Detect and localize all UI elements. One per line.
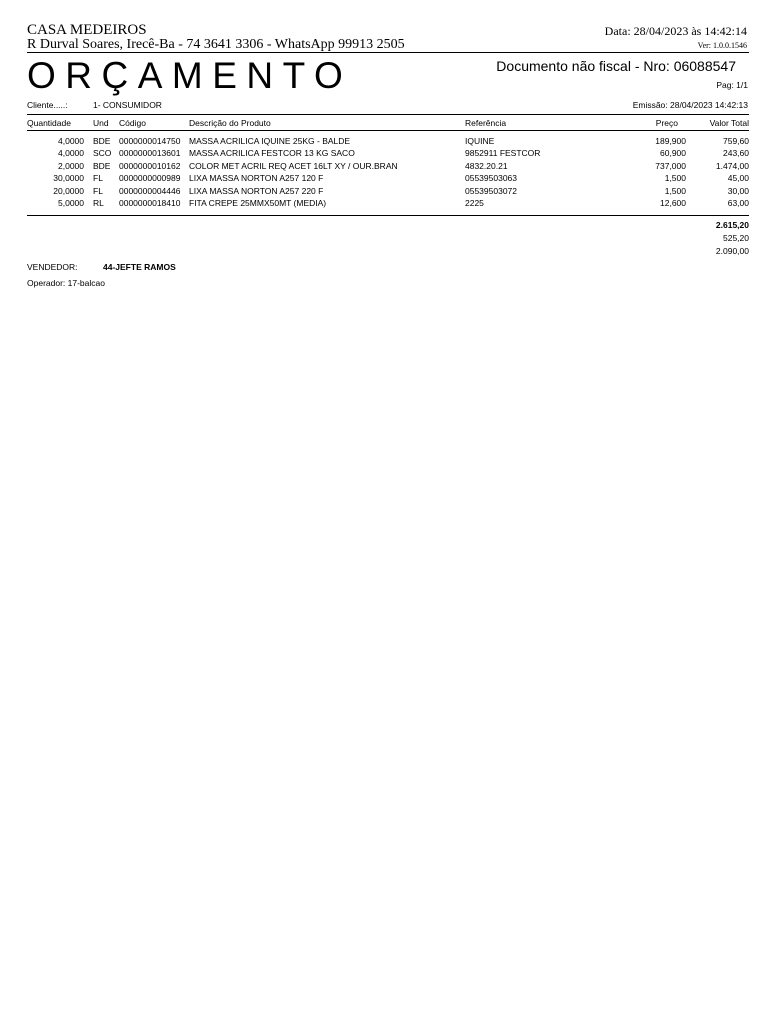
cell-code: 0000000010162 xyxy=(119,160,181,171)
discount-value: 525,20 xyxy=(723,233,749,243)
cell-code: 0000000018410 xyxy=(119,197,181,208)
cell-description: LIXA MASSA NORTON A257 120 F xyxy=(189,173,324,184)
cell-unit: SCO xyxy=(93,148,112,159)
cell-description: MASSA ACRILICA FESTCOR 13 KG SACO xyxy=(189,148,355,159)
cell-unit: BDE xyxy=(93,160,111,171)
cell-reference: 05539503072 xyxy=(465,185,518,196)
column-header-codigo: Código xyxy=(119,118,146,128)
cell-description: COLOR MET ACRIL REQ ACET 16LT XY / OUR.BRAN xyxy=(189,160,398,171)
cell-unit: FL xyxy=(93,173,103,184)
column-header-und: Und xyxy=(93,118,109,128)
document-number: Documento não fiscal - Nro: 06088547 xyxy=(496,58,736,74)
document-title: ORÇAMENTO xyxy=(27,55,353,96)
cell-description: LIXA MASSA NORTON A257 220 F xyxy=(189,185,324,196)
cell-total: 63,00 xyxy=(727,197,749,208)
operator-label: Operador: 17-balcao xyxy=(27,278,105,288)
grand-total-value: 2.090,00 xyxy=(715,246,749,256)
table-row xyxy=(0,148,768,160)
cell-code: 0000000014750 xyxy=(119,136,181,146)
cell-price: 1,500 xyxy=(664,173,686,184)
cell-price: 189,900 xyxy=(655,136,686,146)
cell-reference: 05539503063 xyxy=(465,173,518,184)
column-header-descricao: Descrição do Produto xyxy=(189,118,271,128)
cell-reference: 2225 xyxy=(465,197,484,208)
cell-description: MASSA ACRILICA IQUINE 25KG - BALDE xyxy=(189,136,351,146)
cell-price: 60,900 xyxy=(660,148,686,159)
cell-price: 1,500 xyxy=(664,185,686,196)
cell-reference: 4832.20.21 xyxy=(465,160,508,171)
cell-total: 759,60 xyxy=(723,136,749,146)
cell-quantity: 5,0000 xyxy=(58,197,84,208)
cell-code: 0000000013601 xyxy=(119,148,181,159)
cell-price: 12,600 xyxy=(660,197,686,208)
cell-quantity: 20,0000 xyxy=(53,185,84,196)
version-label: Ver: 1.0.0.1546 xyxy=(697,41,747,50)
cell-code: 0000000004446 xyxy=(119,185,181,196)
cell-quantity: 30,0000 xyxy=(53,173,84,184)
table-row xyxy=(0,198,768,210)
subtotal-value: 2.615,20 xyxy=(715,220,749,230)
cell-total: 45,00 xyxy=(727,173,749,184)
table-row xyxy=(0,136,768,148)
cell-price: 737,000 xyxy=(655,160,686,171)
cell-unit: RL xyxy=(93,197,104,208)
table-row xyxy=(0,161,768,173)
cell-total: 243,60 xyxy=(723,148,749,159)
client-divider xyxy=(27,114,749,115)
cell-quantity: 4,0000 xyxy=(58,136,84,146)
client-label: Cliente.....: xyxy=(27,100,68,110)
client-value: 1- CONSUMIDOR xyxy=(93,100,162,110)
cell-code: 0000000000989 xyxy=(119,173,181,184)
cell-unit: BDE xyxy=(93,136,111,146)
cell-description: FITA CREPE 25MMX50MT (MEDIA) xyxy=(189,197,327,208)
table-footer-divider xyxy=(27,215,749,216)
cell-quantity: 2,0000 xyxy=(58,160,84,171)
column-header-quantidade: Quantidade xyxy=(27,118,71,128)
vendor-value: 44-JEFTE RAMOS xyxy=(103,262,176,272)
column-header-referencia: Referência xyxy=(465,118,507,128)
table-row xyxy=(0,186,768,198)
vendor-label: VENDEDOR: xyxy=(27,262,78,272)
table-header-divider xyxy=(27,130,749,131)
items-table-body xyxy=(0,136,768,210)
print-date: Data: 28/04/2023 às 14:42:14 xyxy=(604,24,747,38)
cell-unit: FL xyxy=(93,185,103,196)
header-divider xyxy=(27,52,749,53)
table-row xyxy=(0,173,768,185)
column-header-valor-total: Valor Total xyxy=(709,118,749,128)
cell-total: 1.474,00 xyxy=(715,160,749,171)
company-name: CASA MEDEIROS xyxy=(27,22,147,38)
column-header-preco: Preço xyxy=(655,118,678,128)
company-address: R Durval Soares, Irecê-Ba - 74 3641 3306 - WhatsApp 99913 2505 xyxy=(27,37,405,52)
cell-quantity: 4,0000 xyxy=(58,148,84,159)
cell-reference: 9852911 FESTCOR xyxy=(465,148,541,159)
emission-date: Emissão: 28/04/2023 14:42:13 xyxy=(632,100,748,110)
page-number: Pag: 1/1 xyxy=(716,80,748,90)
cell-reference: IQUINE xyxy=(465,136,495,146)
cell-total: 30,00 xyxy=(727,185,749,196)
